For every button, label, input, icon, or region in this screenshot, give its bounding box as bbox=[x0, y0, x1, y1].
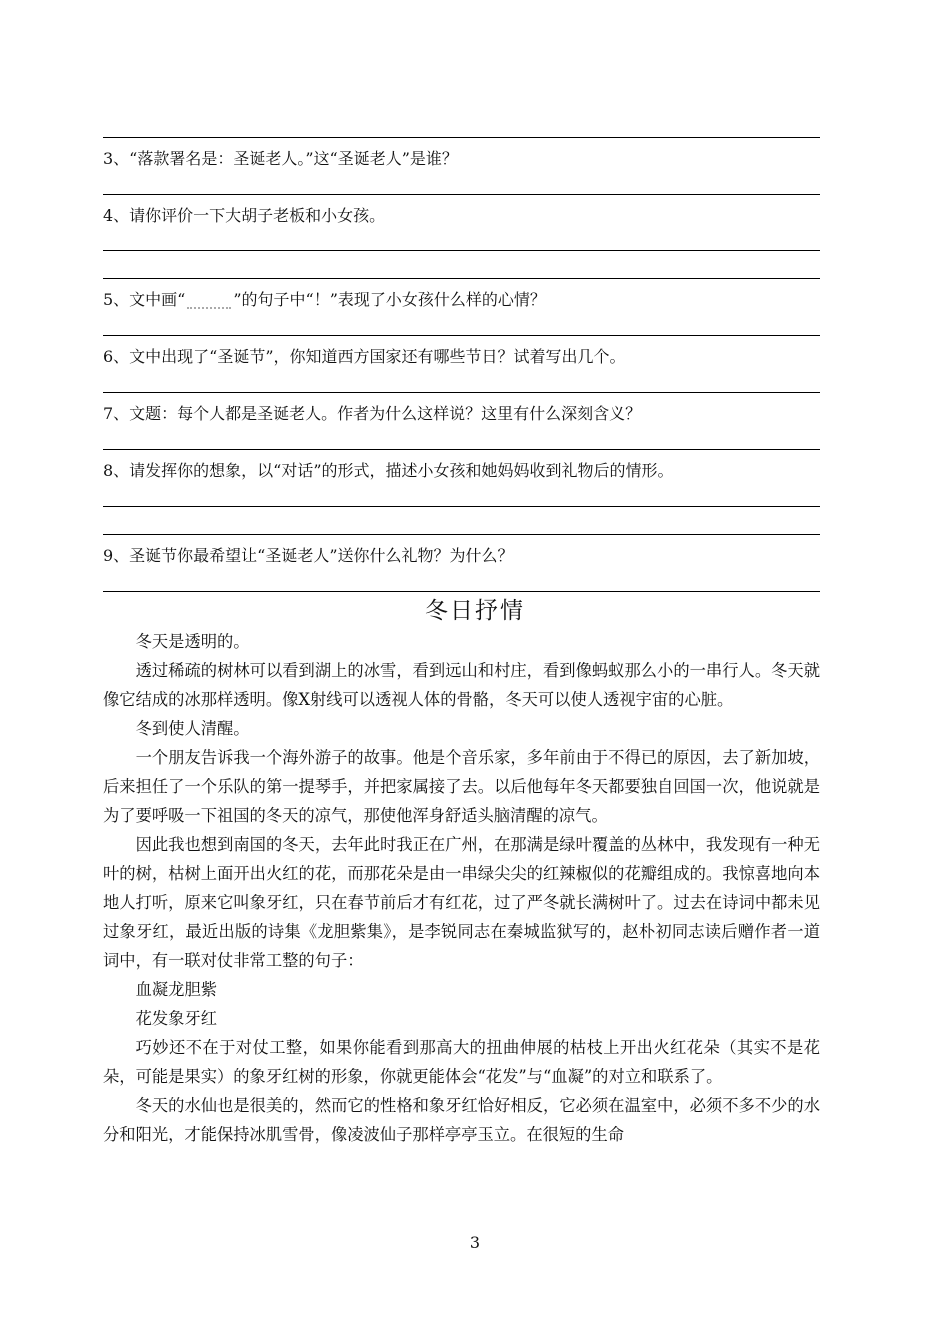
poem-line: 血凝龙胆紫 bbox=[135, 980, 218, 999]
answer-line bbox=[103, 137, 820, 138]
essay-paragraph: 冬天的水仙也是很美的，然而它的性格和象牙红恰好相反，它必须在温室中，必须不多不少的水分和阳光，才能保持冰肌雪骨，像凌波仙子那样亭亭玉立。在很短的生命 bbox=[103, 1096, 820, 1144]
question-5 bbox=[103, 290, 546, 310]
question-9: 9、圣诞节你最希望让“圣诞老人”送你什么礼物？为什么？ bbox=[103, 546, 514, 565]
poem-line: 花发象牙红 bbox=[135, 1009, 218, 1028]
answer-line bbox=[103, 449, 820, 450]
essay-paragraph: 透过稀疏的树林可以看到湖上的冰雪，看到远山和村庄，看到像蚂蚁那么小的一串行人。冬天就像它结成的冰那样透明。像X射线可以透视人体的骨骼，冬天可以使人透视宇宙的心脏。 bbox=[103, 661, 820, 709]
question-6: 6、文中出现了“圣诞节”，你知道西方国家还有哪些节日？试着写出几个。 bbox=[103, 347, 626, 366]
answer-line bbox=[103, 534, 820, 535]
question-5-part-1: 5、文中画“ bbox=[103, 290, 186, 309]
question-5-part-2: ”的句子中“！”表现了小女孩什么样的心情？ bbox=[233, 290, 546, 309]
answer-line bbox=[103, 506, 820, 507]
answer-line bbox=[103, 194, 820, 195]
answer-line bbox=[103, 278, 820, 279]
answer-line bbox=[103, 250, 820, 251]
page-number: 3 bbox=[469, 1233, 481, 1252]
answer-line bbox=[103, 591, 820, 592]
essay-paragraph: 冬天是透明的。 bbox=[135, 632, 250, 651]
question-4: 4、请你评价一下大胡子老板和小女孩。 bbox=[103, 206, 386, 225]
essay-paragraph: 冬到使人清醒。 bbox=[135, 719, 250, 738]
essay-paragraph: 巧妙还不在于对仗工整，如果你能看到那高大的扭曲伸展的枯枝上开出火红花朵（其实不是花朵，可能是果实）的象牙红树的形象，你就更能体会“花发”与“血凝”的对立和联系了。 bbox=[103, 1038, 820, 1086]
question-7: 7、文题：每个人都是圣诞老人。作者为什么这样说？这里有什么深刻含义？ bbox=[103, 404, 642, 423]
essay-paragraph: 因此我也想到南国的冬天，去年此时我正在广州，在那满是绿叶覆盖的丛林中，我发现有一种无叶的树，枯树上面开出火红的花，而那花朵是由一串绿尖尖的红辣椒似的花瓣组成的。我惊喜地向本地人打听，原来它叫象牙红，只在春节前后才有红花，过了严冬就长满树叶了。过去在诗词中都未见过象牙红，最近出版的诗集《龙胆紫集》，是李锐同志在秦城监狱写的，赵朴初同志读后赠作者一道词中，有一联对仗非常工整的句子： bbox=[103, 835, 820, 970]
answer-line bbox=[103, 392, 820, 393]
question-8: 8、请发挥你的想象，以“对话”的形式，描述小女孩和她妈妈收到礼物后的情形。 bbox=[103, 461, 674, 480]
essay-title: 冬日抒情 bbox=[425, 598, 525, 624]
answer-line bbox=[103, 335, 820, 336]
essay-body bbox=[103, 627, 820, 1149]
essay-paragraph: 一个朋友告诉我一个海外游子的故事。他是个音乐家，多年前由于不得已的原因，去了新加坡，后来担任了一个乐队的第一提琴手，并把家属接了去。以后他每年冬天都要独自回国一次，他说就是为了要呼吸一下祖国的冬天的凉气，那使他浑身舒适头脑清醒的凉气。 bbox=[103, 748, 820, 825]
question-3: 3、“落款署名是：圣诞老人。”这“圣诞老人”是谁？ bbox=[103, 149, 458, 168]
wavy-underline-mark bbox=[187, 293, 231, 309]
